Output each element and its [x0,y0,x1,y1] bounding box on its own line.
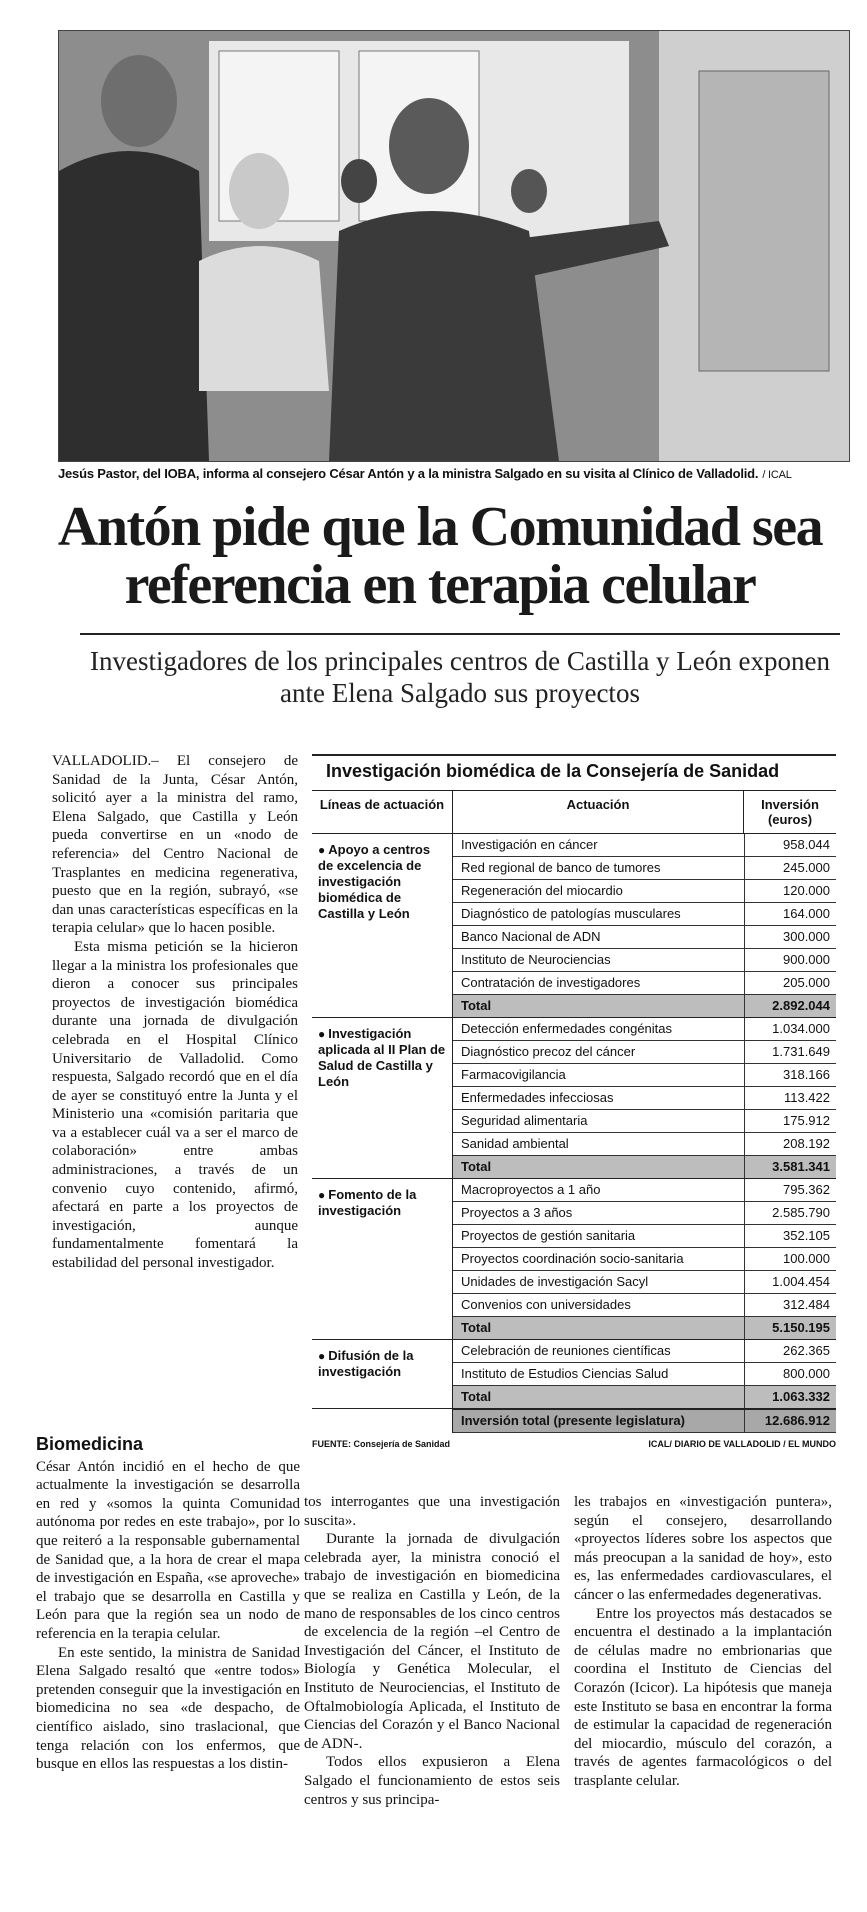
inversion-cell: 800.000 [744,1363,836,1385]
photo-caption [58,466,858,481]
table-row [453,1225,836,1248]
paragraph: les trabajos en «investigación puntera», según el consejero, desarrollando «proyectos líderes sobre los aspectos que más preocupan a la sanidad de hoy», esto es, las enfermedades cardiovasculares, el cáncer o las enfermedades degenerativas. [574,1494,832,1603]
actuacion-cell: Diagnóstico de patologías musculares [461,906,681,921]
total-row [453,995,836,1017]
total-value: 1.063.332 [744,1386,836,1408]
table-source [312,1433,836,1449]
table-group [312,1339,836,1408]
inversion-cell: 113.422 [744,1087,836,1109]
paragraph: VALLADOLID.– El consejero de Sanidad de la Junta, César Antón, solicitó ayer a la ministra del ramo, Elena Salgado, que Castilla y León pueda convertirse en un «nodo de referencia» del Centro Nacional de Trasplantes en medicina regenerativa, puesto que en la región, subrayó, «se dan unas características específicas en la terapia celular» que lo hacen posible. [52,753,298,937]
table-row [453,1202,836,1225]
inversion-cell: 1.731.649 [744,1041,836,1063]
inversion-cell: 900.000 [744,949,836,971]
table-credit: ICAL/ DIARIO DE VALLADOLID / EL MUNDO [648,1439,836,1449]
actuacion-cell: Instituto de Estudios Ciencias Salud [461,1366,669,1381]
paragraph: Entre los proyectos más destacados se encuentra el destinado a la implantación de células madre no embrionarias que coordina el Instituto de Ciencias del Corazón (Icicor). La hipótesis que maneja este Instituto se basa en encontrar la forma de estimular la capacidad de regeneración del miocardio, músculo del corazón, a través de agentes farmacológicos o del trasplante celular. [574,1605,832,1789]
bullet-icon: ● [318,843,326,857]
table-row [453,949,836,972]
headline-rule [80,633,840,635]
table-row [453,1363,836,1386]
table-body [312,833,836,1408]
table-row [453,1133,836,1156]
paragraph: Esta misma petición se la hicieron llegar a la ministra los profesionales que dieron a conocer sus principales proyectos de investigación biomédica durante una jornada de divulgación celebrada en el Hospital Clínico Universitario de Valladolid. Como respuesta, Salgado recordó que en el día de ayer se constituyó entre la Junta y el Ministerio una «comisión paritaria que va a establecer cuál va a ser el marco de colaboración» entre ambas administraciones, a través de un convenio cuyo contenido, afirmó, afectará en parte a los proyectos de investigación, aunque fundamentalmente fomentará la estabilidad del personal investigador. [52,938,298,1272]
actuacion-cell: Sanidad ambiental [461,1136,569,1151]
inversion-cell: 1.034.000 [744,1018,836,1040]
table-row [453,1018,836,1041]
group-label-text: Apoyo a centros de excelencia de investigación biomédica de Castilla y León [318,842,431,921]
headline: Antón pide que la Comunidad sea referencia en terapia celular [57,496,823,616]
table-group [312,833,836,1017]
table-row [453,1340,836,1363]
header-lineas: Líneas de actuación [319,797,445,812]
group-label-text: Fomento de la investigación [318,1187,417,1218]
news-photo [58,30,850,462]
actuacion-cell: Contratación de investigadores [461,975,641,990]
total-row [453,1386,836,1408]
table-header [312,790,836,833]
total-label: Total [461,1389,492,1404]
inversion-cell: 120.000 [744,880,836,902]
actuacion-cell: Instituto de Neurociencias [461,952,611,967]
group-label-text: Investigación aplicada al II Plan de Salud de Castilla y León [318,1026,446,1089]
total-value: 5.150.195 [744,1317,836,1339]
actuacion-cell: Investigación en cáncer [461,837,598,852]
table-row [453,1064,836,1087]
actuacion-cell: Detección enfermedades congénitas [461,1021,673,1036]
group-label [312,1340,452,1408]
investment-table [312,754,836,1449]
total-label: Total [461,998,492,1013]
actuacion-cell: Proyectos coordinación socio-sanitaria [461,1251,684,1266]
table-row [453,1294,836,1317]
grand-total-row [453,1409,836,1433]
total-row [453,1156,836,1178]
source-note: FUENTE: Consejería de Sanidad [312,1439,451,1449]
photo-credit: / ICAL [762,469,792,481]
total-row [453,1317,836,1339]
actuacion-cell: Proyectos de gestión sanitaria [461,1228,636,1243]
header-inversion: Inversión (euros) [743,791,836,833]
inversion-cell: 312.484 [744,1294,836,1316]
actuacion-cell: Macroproyectos a 1 año [461,1182,601,1197]
paragraph: En este sentido, la ministra de Sanidad Elena Salgado resaltó que «entre todos» pretenden conseguir que la investigación en biomedicina no sea «de despacho, de científico aislado, sino traslacional, que tenga relación con los enfermos, que busque en ellos las respuestas a los distin- [36,1644,300,1773]
actuacion-cell: Proyectos a 3 años [461,1205,573,1220]
table-group [312,1178,836,1339]
total-label: Total [461,1159,492,1174]
table-title: Investigación biomédica de la Consejería de Sanidad [312,754,836,790]
table-row [453,1179,836,1202]
article-column-1-bottom [36,1421,300,1774]
inversion-cell: 352.105 [744,1225,836,1247]
group-label-text: Difusión de la investigación [318,1348,414,1379]
actuacion-cell: Enfermedades infecciosas [461,1090,614,1105]
total-value: 2.892.044 [744,995,836,1017]
actuacion-cell: Unidades de investigación Sacyl [461,1274,649,1289]
grand-total-label: Inversión total (presente legislatura) [461,1413,685,1428]
total-label: Total [461,1320,492,1335]
section-heading: Biomedicina [36,1434,144,1454]
paragraph: Durante la jornada de divulgación celebrada ayer, la ministra conoció el trabajo de investigación en biomedicina que se realiza en Castilla y León, de la mano de responsables de los cinco centros de excelencia de la región –el Centro de Investigación del Cáncer, el Instituto de Biología y Genética Molecular, el Instituto de Neurociencias, el Instituto de Oftalmobiología Aplicada, el Instituto de Ciencias del Corazón y el Banco Nacional de ADN-. [304,1531,560,1752]
bullet-icon: ● [318,1349,326,1363]
bullet-icon: ● [318,1027,326,1041]
photo-illustration [59,31,849,461]
paragraph: tos interrogantes que una investigación suscita». [304,1494,560,1529]
inversion-cell: 300.000 [744,926,836,948]
table-row [453,926,836,949]
bullet-icon: ● [318,1188,326,1202]
actuacion-cell: Celebración de reuniones científicas [461,1343,671,1358]
inversion-cell: 245.000 [744,857,836,879]
actuacion-cell: Regeneración del miocardio [461,883,623,898]
table-row [453,857,836,880]
actuacion-cell: Seguridad alimentaria [461,1113,588,1128]
actuacion-cell: Banco Nacional de ADN [461,929,601,944]
group-label [312,1018,452,1178]
inversion-cell: 205.000 [744,972,836,994]
group-label [312,1179,452,1339]
table-row [453,903,836,926]
inversion-cell: 318.166 [744,1064,836,1086]
inversion-cell: 175.912 [744,1110,836,1132]
inversion-cell: 1.004.454 [744,1271,836,1293]
paragraph: Todos ellos expusieron a Elena Salgado el funcionamiento de estos seis centros y sus principa- [304,1754,560,1808]
paragraph: César Antón incidió en el hecho de que actualmente la investigación se desarrolla en red y «somos la quinta Comunidad autónoma por redes en este trabajo», por lo que reiteró a la responsable gubernamental de Sanidad que, a la hora de crear el mapa de investigación en España, «se aproveche» el trabajo que se desarrolla en Castilla y León para que la región sea un nodo de referencia en la terapia celular. [36,1458,300,1642]
table-row [453,1041,836,1064]
inversion-cell: 208.192 [744,1133,836,1155]
article-column-3 [574,1493,832,1791]
inversion-cell: 100.000 [744,1248,836,1270]
header-actuacion: Actuación [452,791,743,833]
table-group [312,1017,836,1178]
total-value: 3.581.341 [744,1156,836,1178]
inversion-cell: 164.000 [744,903,836,925]
article-column-1-top [52,752,298,1273]
inversion-cell: 958.044 [744,834,836,856]
grand-total-group [312,1408,836,1433]
table-row [453,972,836,995]
table-row [453,1110,836,1133]
inversion-cell: 795.362 [744,1179,836,1201]
actuacion-cell: Red regional de banco de tumores [461,860,661,875]
actuacion-cell: Diagnóstico precoz del cáncer [461,1044,636,1059]
inversion-cell: 262.365 [744,1340,836,1362]
grand-total-value: 12.686.912 [744,1410,836,1432]
table-row [453,834,836,857]
article-column-2 [304,1493,560,1809]
inversion-cell: 2.585.790 [744,1202,836,1224]
caption-text: Jesús Pastor, del IOBA, informa al consejero César Antón y a la ministra Salgado en su visita al Clínico de Valladolid. [58,466,759,481]
group-label [312,834,452,1017]
subheadline: Investigadores de los principales centros de Castilla y León exponen ante Elena Salgado sus proyectos [89,646,831,708]
actuacion-cell: Convenios con universidades [461,1297,631,1312]
table-row [453,880,836,903]
table-row [453,1087,836,1110]
actuacion-cell: Farmacovigilancia [461,1067,566,1082]
table-row [453,1248,836,1271]
table-row [453,1271,836,1294]
